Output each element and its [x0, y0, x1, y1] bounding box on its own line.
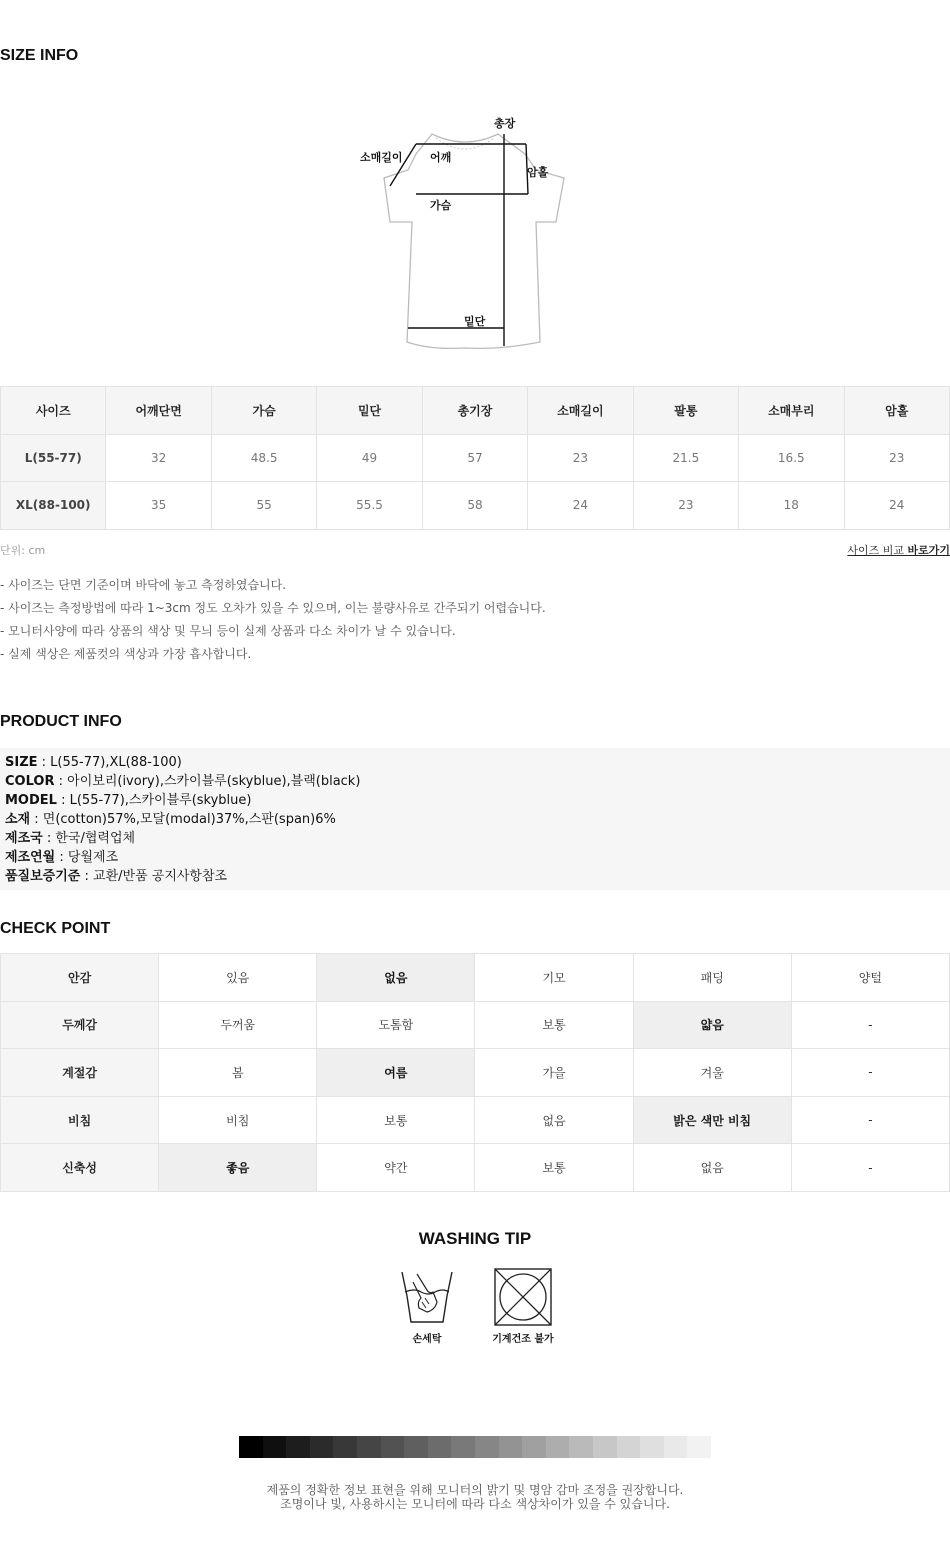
- gray-swatch: [475, 1436, 499, 1458]
- product-info-value: 면(cotton)57%,모달(modal)37%,스판(span)6%: [42, 812, 336, 827]
- size-note: - 실제 색상은 제품컷의 색상과 가장 흡사합니다.: [0, 647, 252, 661]
- check-point-row: [1, 1096, 950, 1144]
- product-info-key: 품질보증기준: [5, 869, 81, 884]
- size-compare-link[interactable]: [847, 542, 950, 558]
- gray-swatch: [640, 1436, 664, 1458]
- check-point-option: 패딩: [633, 954, 791, 1002]
- check-point-option: 보통: [317, 1096, 475, 1144]
- product-info-row: 품질보증기준 : 교환/반품 공지사항참조: [5, 869, 228, 884]
- gray-swatch: [522, 1436, 546, 1458]
- washing-tip-title: WASHING TIP: [418, 1229, 532, 1248]
- header-cell: 사이즈: [1, 387, 106, 435]
- header-cell: 어깨단면: [106, 387, 211, 435]
- check-point-row: [1, 1001, 950, 1049]
- check-point-option: 있음: [159, 954, 317, 1002]
- size-compare-goto: 바로가기: [907, 544, 950, 557]
- check-point-table: [0, 953, 950, 1192]
- check-point-row: [1, 1049, 950, 1097]
- table-cell: 55: [211, 482, 316, 530]
- check-point-option: 비침: [159, 1096, 317, 1144]
- header-cell: 소매길이: [528, 387, 633, 435]
- product-info-row: SIZE : L(55-77),XL(88-100): [5, 755, 182, 770]
- gray-swatch: [687, 1436, 711, 1458]
- check-point-option: 두꺼움: [159, 1001, 317, 1049]
- size-note: - 모니터사양에 따라 상품의 색상 및 무늬 등이 실제 상품과 다소 차이가 날 수 있습니다.: [0, 624, 456, 638]
- label-sleeve-length: 소매길이: [360, 151, 403, 164]
- gray-swatch: [451, 1436, 475, 1458]
- unit-label: 단위: cm: [0, 544, 46, 557]
- gray-swatch: [381, 1436, 405, 1458]
- table-cell: 57: [422, 434, 527, 482]
- product-info-key: COLOR: [5, 774, 55, 789]
- table-cell: 35: [106, 482, 211, 530]
- gray-swatch: [357, 1436, 381, 1458]
- check-point-label: 신축성: [1, 1144, 159, 1192]
- gray-swatch: [569, 1436, 593, 1458]
- table-cell: 58: [422, 482, 527, 530]
- size-table-header: [1, 387, 950, 435]
- gray-swatch: [404, 1436, 428, 1458]
- label-chest: 가슴: [430, 199, 452, 212]
- header-cell: 소매부리: [739, 387, 844, 435]
- gray-scale-bar: [239, 1436, 711, 1458]
- check-point-option: 없음: [475, 1096, 633, 1144]
- product-info-key: SIZE: [5, 755, 38, 770]
- label-total-length: 총장: [494, 117, 516, 130]
- check-point-title: CHECK POINT: [0, 920, 111, 937]
- check-point-option: 보통: [475, 1001, 633, 1049]
- check-point-option: 양털: [791, 954, 949, 1002]
- check-point-option: 봄: [159, 1049, 317, 1097]
- product-info-box: [0, 748, 950, 890]
- table-cell: 23: [633, 482, 738, 530]
- label-shoulder: 어깨: [430, 151, 452, 164]
- no-tumble-dry-icon: [494, 1268, 552, 1326]
- size-info-title: SIZE INFO: [0, 47, 79, 64]
- check-point-label: 비침: [1, 1096, 159, 1144]
- check-point-option: 가을: [475, 1049, 633, 1097]
- product-info-value: 한국/협력업체: [55, 831, 136, 846]
- check-point-option: 도톰함: [317, 1001, 475, 1049]
- check-point-option: 없음: [633, 1144, 791, 1192]
- check-point-option: -: [791, 1144, 949, 1192]
- hand-wash-label: 손세탁: [412, 1334, 442, 1345]
- check-point-option-selected: 좋음: [159, 1144, 317, 1192]
- table-cell: 32: [106, 434, 211, 482]
- size-label: XL(88-100): [1, 482, 106, 530]
- gray-swatch: [664, 1436, 688, 1458]
- header-cell: 팔통: [633, 387, 738, 435]
- check-point-option: 보통: [475, 1144, 633, 1192]
- check-point-label: 계절감: [1, 1049, 159, 1097]
- header-cell: 암홀: [844, 387, 950, 435]
- product-info-row: 제조연월 : 당월제조: [5, 850, 119, 865]
- product-info-row: 제조국 : 한국/협력업체: [5, 831, 136, 846]
- table-cell: 23: [844, 434, 950, 482]
- table-row: [1, 482, 950, 530]
- check-point-row: [1, 954, 950, 1002]
- gray-swatch: [239, 1436, 263, 1458]
- header-cell: 밑단: [317, 387, 422, 435]
- product-info-value: 교환/반품 공지사항참조: [93, 869, 228, 884]
- gray-swatch: [593, 1436, 617, 1458]
- table-cell: 23: [528, 434, 633, 482]
- check-point-option-selected: 얇음: [633, 1001, 791, 1049]
- gray-swatch: [428, 1436, 452, 1458]
- check-point-option: 약간: [317, 1144, 475, 1192]
- product-info-value: L(55-77),스카이블루(skyblue): [69, 793, 252, 808]
- table-cell: 48.5: [211, 434, 316, 482]
- gray-swatch: [499, 1436, 523, 1458]
- product-info-key: 제조국: [5, 831, 43, 846]
- gray-swatch: [263, 1436, 287, 1458]
- check-point-option-selected: 밝은 색만 비침: [633, 1096, 791, 1144]
- check-point-row: [1, 1144, 950, 1192]
- size-compare-prefix: 사이즈 비교: [847, 544, 908, 557]
- label-armhole: 암홀: [527, 166, 549, 179]
- check-point-label: 안감: [1, 954, 159, 1002]
- table-cell: 21.5: [633, 434, 738, 482]
- check-point-option-selected: 여름: [317, 1049, 475, 1097]
- check-point-option: -: [791, 1049, 949, 1097]
- header-cell: 총기장: [422, 387, 527, 435]
- check-point-option: 겨울: [633, 1049, 791, 1097]
- gray-swatch: [286, 1436, 310, 1458]
- product-info-value: 아이보리(ivory),스카이블루(skyblue),블랙(black): [67, 774, 361, 789]
- label-hem: 밑단: [464, 315, 486, 328]
- header-cell: 가슴: [211, 387, 316, 435]
- gray-swatch: [333, 1436, 357, 1458]
- table-cell: 24: [528, 482, 633, 530]
- product-info-key: 제조연월: [5, 850, 56, 865]
- table-cell: 16.5: [739, 434, 844, 482]
- table-cell: 18: [739, 482, 844, 530]
- table-row: [1, 434, 950, 482]
- table-cell: 55.5: [317, 482, 422, 530]
- check-point-option: 기모: [475, 954, 633, 1002]
- product-info-row: 소재 : 면(cotton)57%,모달(modal)37%,스판(span)6%: [5, 812, 336, 827]
- check-point-label: 두께감: [1, 1001, 159, 1049]
- footer-note-2: 조명이나 빛, 사용하시는 모니터에 따라 다소 색상차이가 있을 수 있습니다.: [280, 1497, 670, 1511]
- check-point-option: -: [791, 1001, 949, 1049]
- product-info-title: PRODUCT INFO: [0, 713, 122, 730]
- gray-swatch: [546, 1436, 570, 1458]
- size-note: - 사이즈는 측정방법에 따라 1~3cm 정도 오차가 있을 수 있으며, 이는 불량사유로 간주되기 어렵습니다.: [0, 601, 546, 615]
- no-tumble-dry-label: 기계건조 불가: [492, 1334, 554, 1345]
- product-info-key: 소재: [5, 812, 31, 827]
- product-info-key: MODEL: [5, 793, 57, 808]
- tshirt-size-diagram: [350, 110, 580, 355]
- product-info-value: L(55-77),XL(88-100): [50, 755, 182, 770]
- size-note: - 사이즈는 단면 기준이며 바닥에 놓고 측정하였습니다.: [0, 578, 287, 592]
- gray-swatch: [617, 1436, 641, 1458]
- size-table: [0, 386, 950, 530]
- product-info-value: 당월제조: [67, 850, 119, 865]
- hand-wash-icon: [399, 1268, 455, 1326]
- product-info-row: COLOR : 아이보리(ivory),스카이블루(skyblue),블랙(black): [5, 774, 361, 789]
- check-point-option: -: [791, 1096, 949, 1144]
- gray-swatch: [310, 1436, 334, 1458]
- size-label: L(55-77): [1, 434, 106, 482]
- check-point-option-selected: 없음: [317, 954, 475, 1002]
- footer-note-1: 제품의 정확한 정보 표현을 위해 모니터의 밝기 및 명암 감마 조정을 권장합니다.: [266, 1483, 684, 1497]
- table-cell: 49: [317, 434, 422, 482]
- product-info-row: MODEL : L(55-77),스카이블루(skyblue): [5, 793, 252, 808]
- table-cell: 24: [844, 482, 950, 530]
